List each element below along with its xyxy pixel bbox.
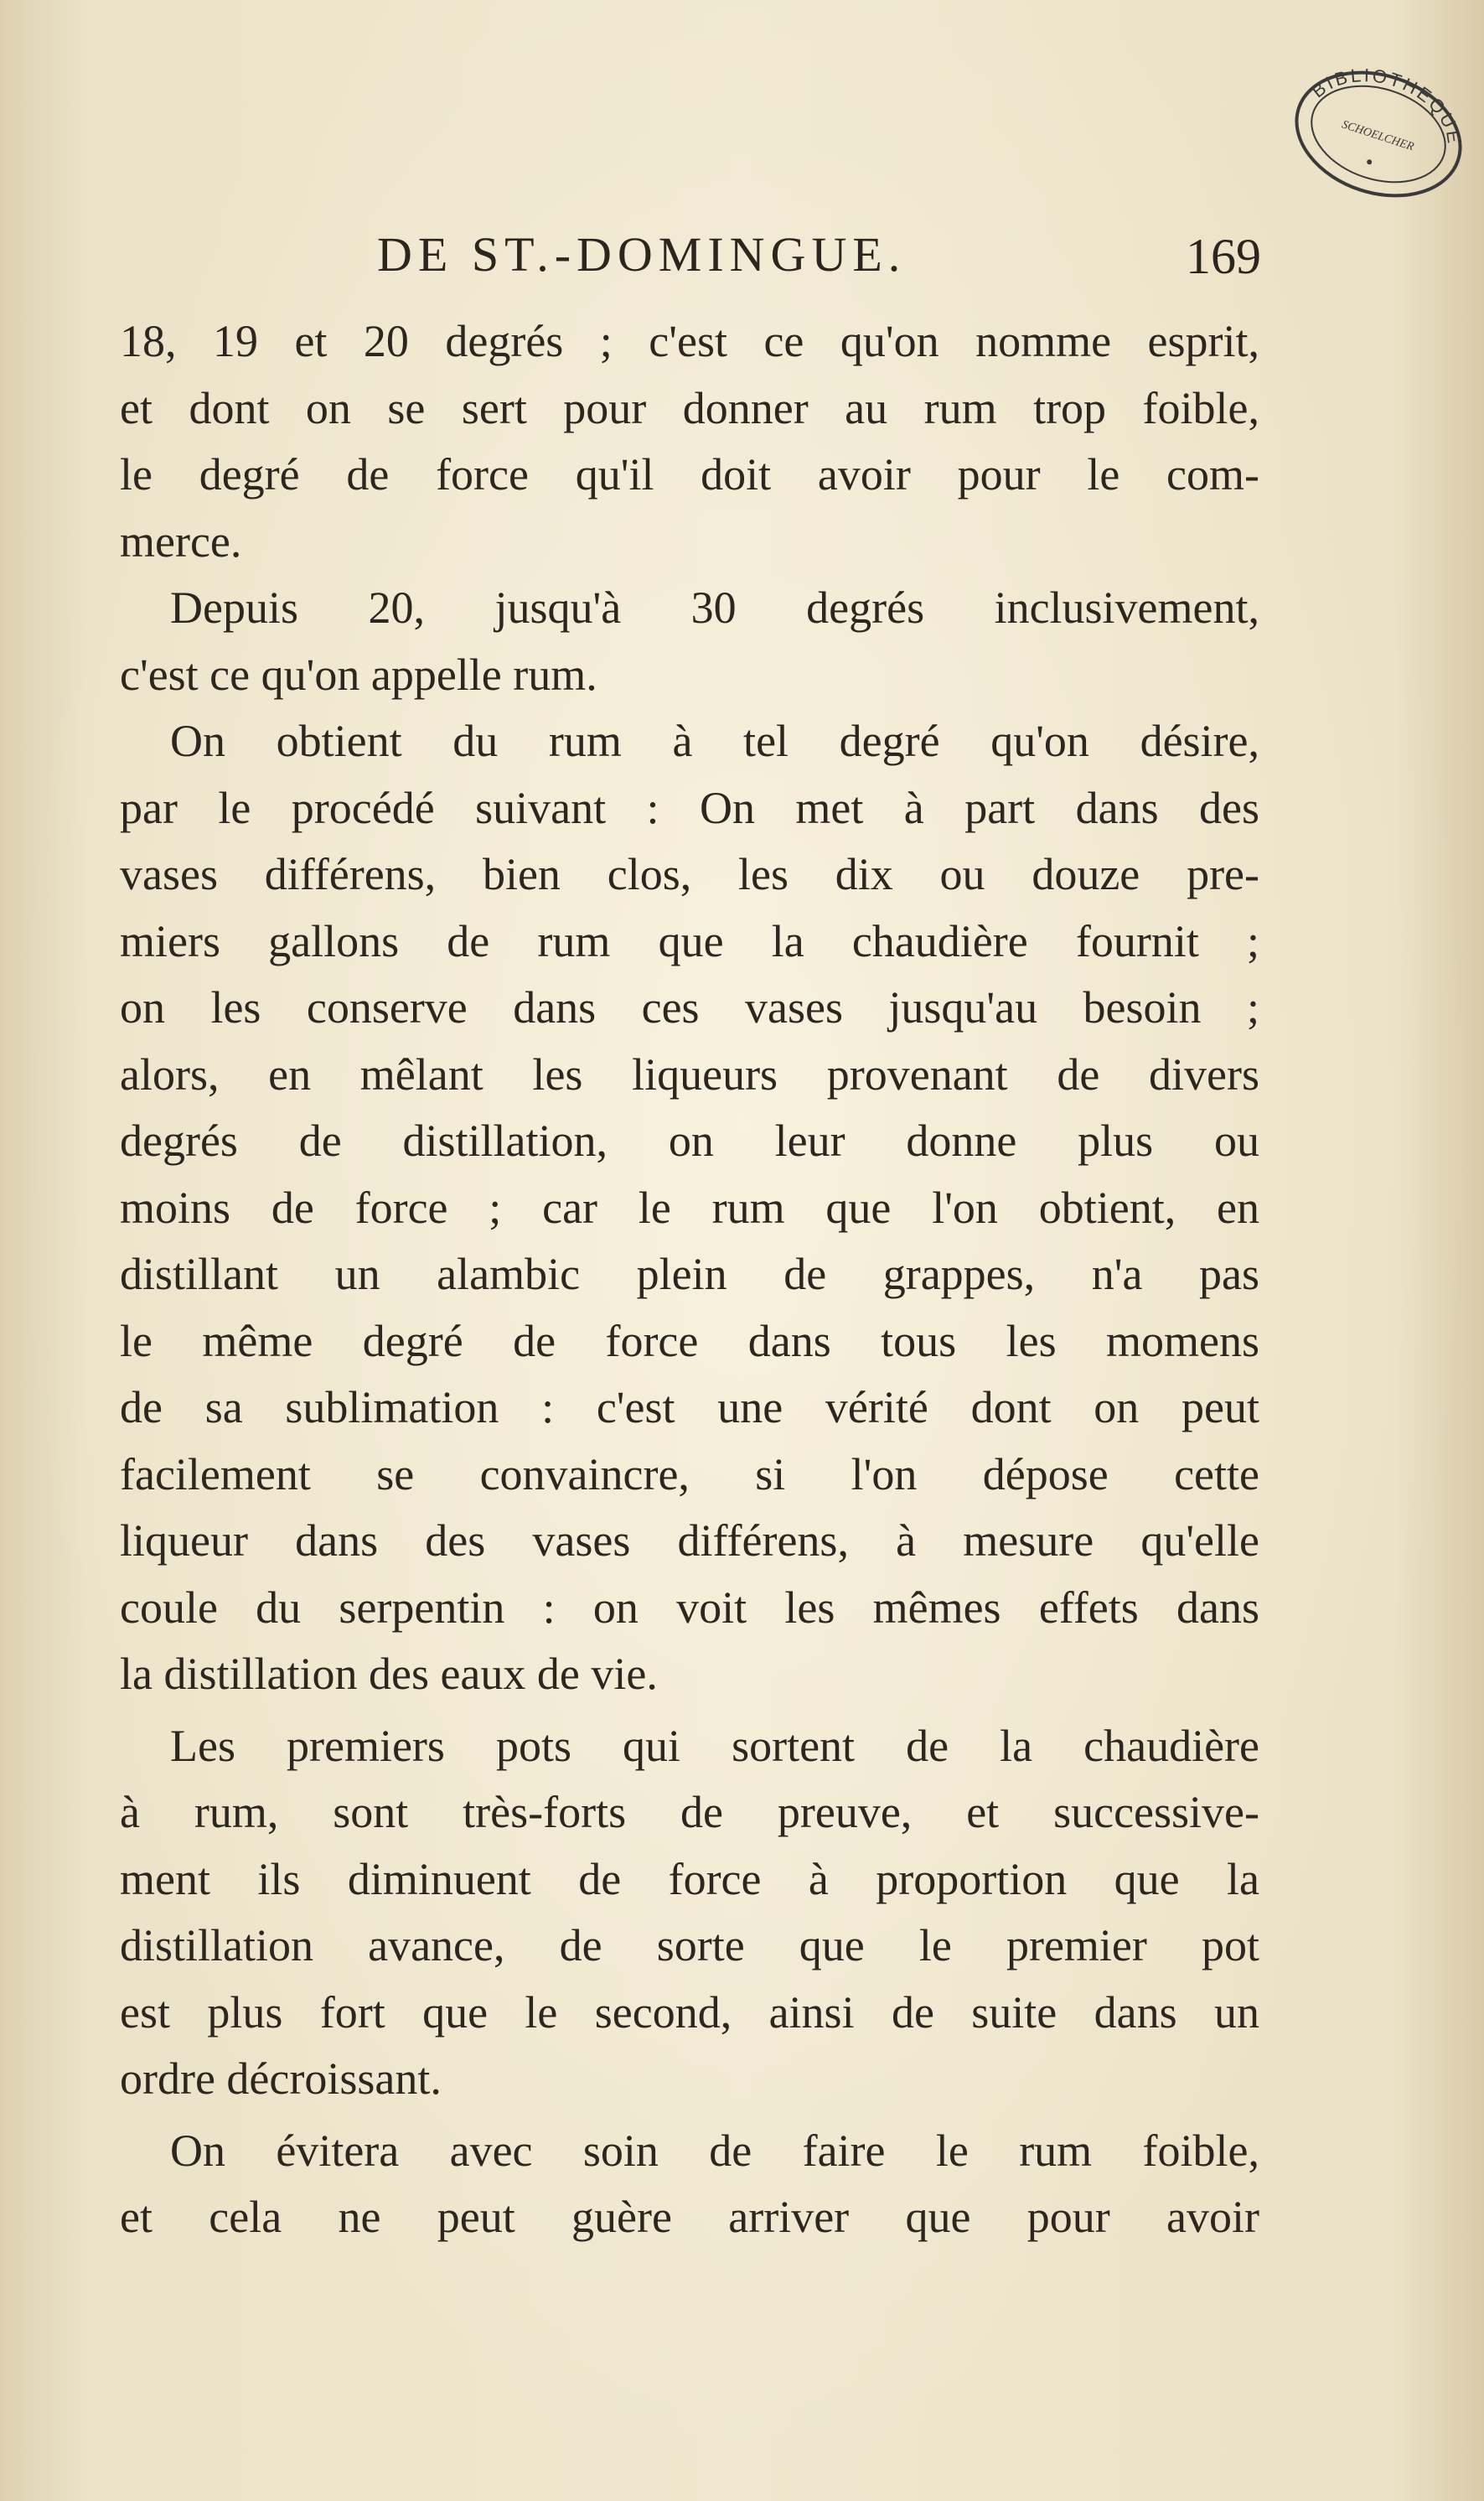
page-number: 169 <box>1186 229 1261 284</box>
text-line: de sa sublimation : c'est une vérité dont on peut <box>120 1382 1259 1432</box>
text-line: On obtient du rum à tel degré qu'on désire, <box>170 716 1259 766</box>
text-line: et cela ne peut guère arriver que pour avoir <box>120 2192 1259 2242</box>
text-line: facilement se convaincre, si l'on dépose cette <box>120 1448 1259 1499</box>
text-line: merce. <box>120 515 242 567</box>
text-line: degrés de distillation, on leur donne plus ou <box>120 1116 1259 1166</box>
paragraph-2 <box>120 575 1259 708</box>
running-title: DE ST.-DOMINGUE. <box>377 227 907 282</box>
text-line: le degré de force qu'il doit avoir pour le com- <box>120 449 1259 500</box>
text-line: est plus fort que le second, ainsi de suite dans un <box>120 1986 1259 2038</box>
stamp-ring-text: BIBLIOTHEQUE <box>1307 64 1466 148</box>
text-line: par le procédé suivant : On met à part dans des <box>120 782 1259 833</box>
text-line: à rum, sont très-forts de preuve, et successive- <box>120 1787 1259 1837</box>
text-line: coule du serpentin : on voit les mêmes effets dans <box>120 1582 1259 1633</box>
paragraph-1 <box>120 308 1259 575</box>
paragraph-4 <box>120 1713 1259 2113</box>
text-line: On évitera avec soin de faire le rum foible, <box>170 2125 1259 2176</box>
text-line: et dont on se sert pour donner au rum trop foible, <box>120 382 1259 433</box>
page-header <box>126 226 1261 302</box>
text-line: ment ils diminuent de force à proportion que la <box>120 1853 1259 1904</box>
paragraph-3 <box>120 708 1259 1708</box>
library-stamp <box>1282 59 1475 210</box>
text-line: la distillation des eaux de vie. <box>120 1649 658 1699</box>
text-line: le même degré de force dans tous les momens <box>120 1315 1259 1366</box>
text-line: liqueur dans des vases différens, à mesure qu'elle <box>120 1515 1259 1566</box>
text-line: on les conserve dans ces vases jusqu'au besoin ; <box>120 982 1259 1033</box>
stamp-center-text: SCHOELCHER <box>1340 118 1416 154</box>
text-line: distillant un alambic plein de grappes, n'a pas <box>120 1249 1259 1299</box>
paragraph-5 <box>120 2118 1259 2251</box>
body-text <box>120 308 1259 2251</box>
text-line: alors, en mêlant les liqueurs provenant de divers <box>120 1049 1259 1100</box>
text-line: ordre décroissant. <box>120 2053 442 2104</box>
text-line: 18, 19 et 20 degrés ; c'est ce qu'on nomme esprit, <box>120 316 1259 366</box>
text-line: distillation avance, de sorte que le premier pot <box>120 1920 1259 1970</box>
text-line: vases différens, bien clos, les dix ou douze pre- <box>120 849 1259 899</box>
text-line: c'est ce qu'on appelle rum. <box>120 649 597 700</box>
text-line: moins de force ; car le rum que l'on obtient, en <box>120 1182 1259 1233</box>
text-line: Depuis 20, jusqu'à 30 degrés inclusivement, <box>170 583 1259 633</box>
text-line: Les premiers pots qui sortent de la chaudière <box>170 1720 1259 1771</box>
text-line: miers gallons de rum que la chaudière fournit ; <box>120 915 1259 966</box>
